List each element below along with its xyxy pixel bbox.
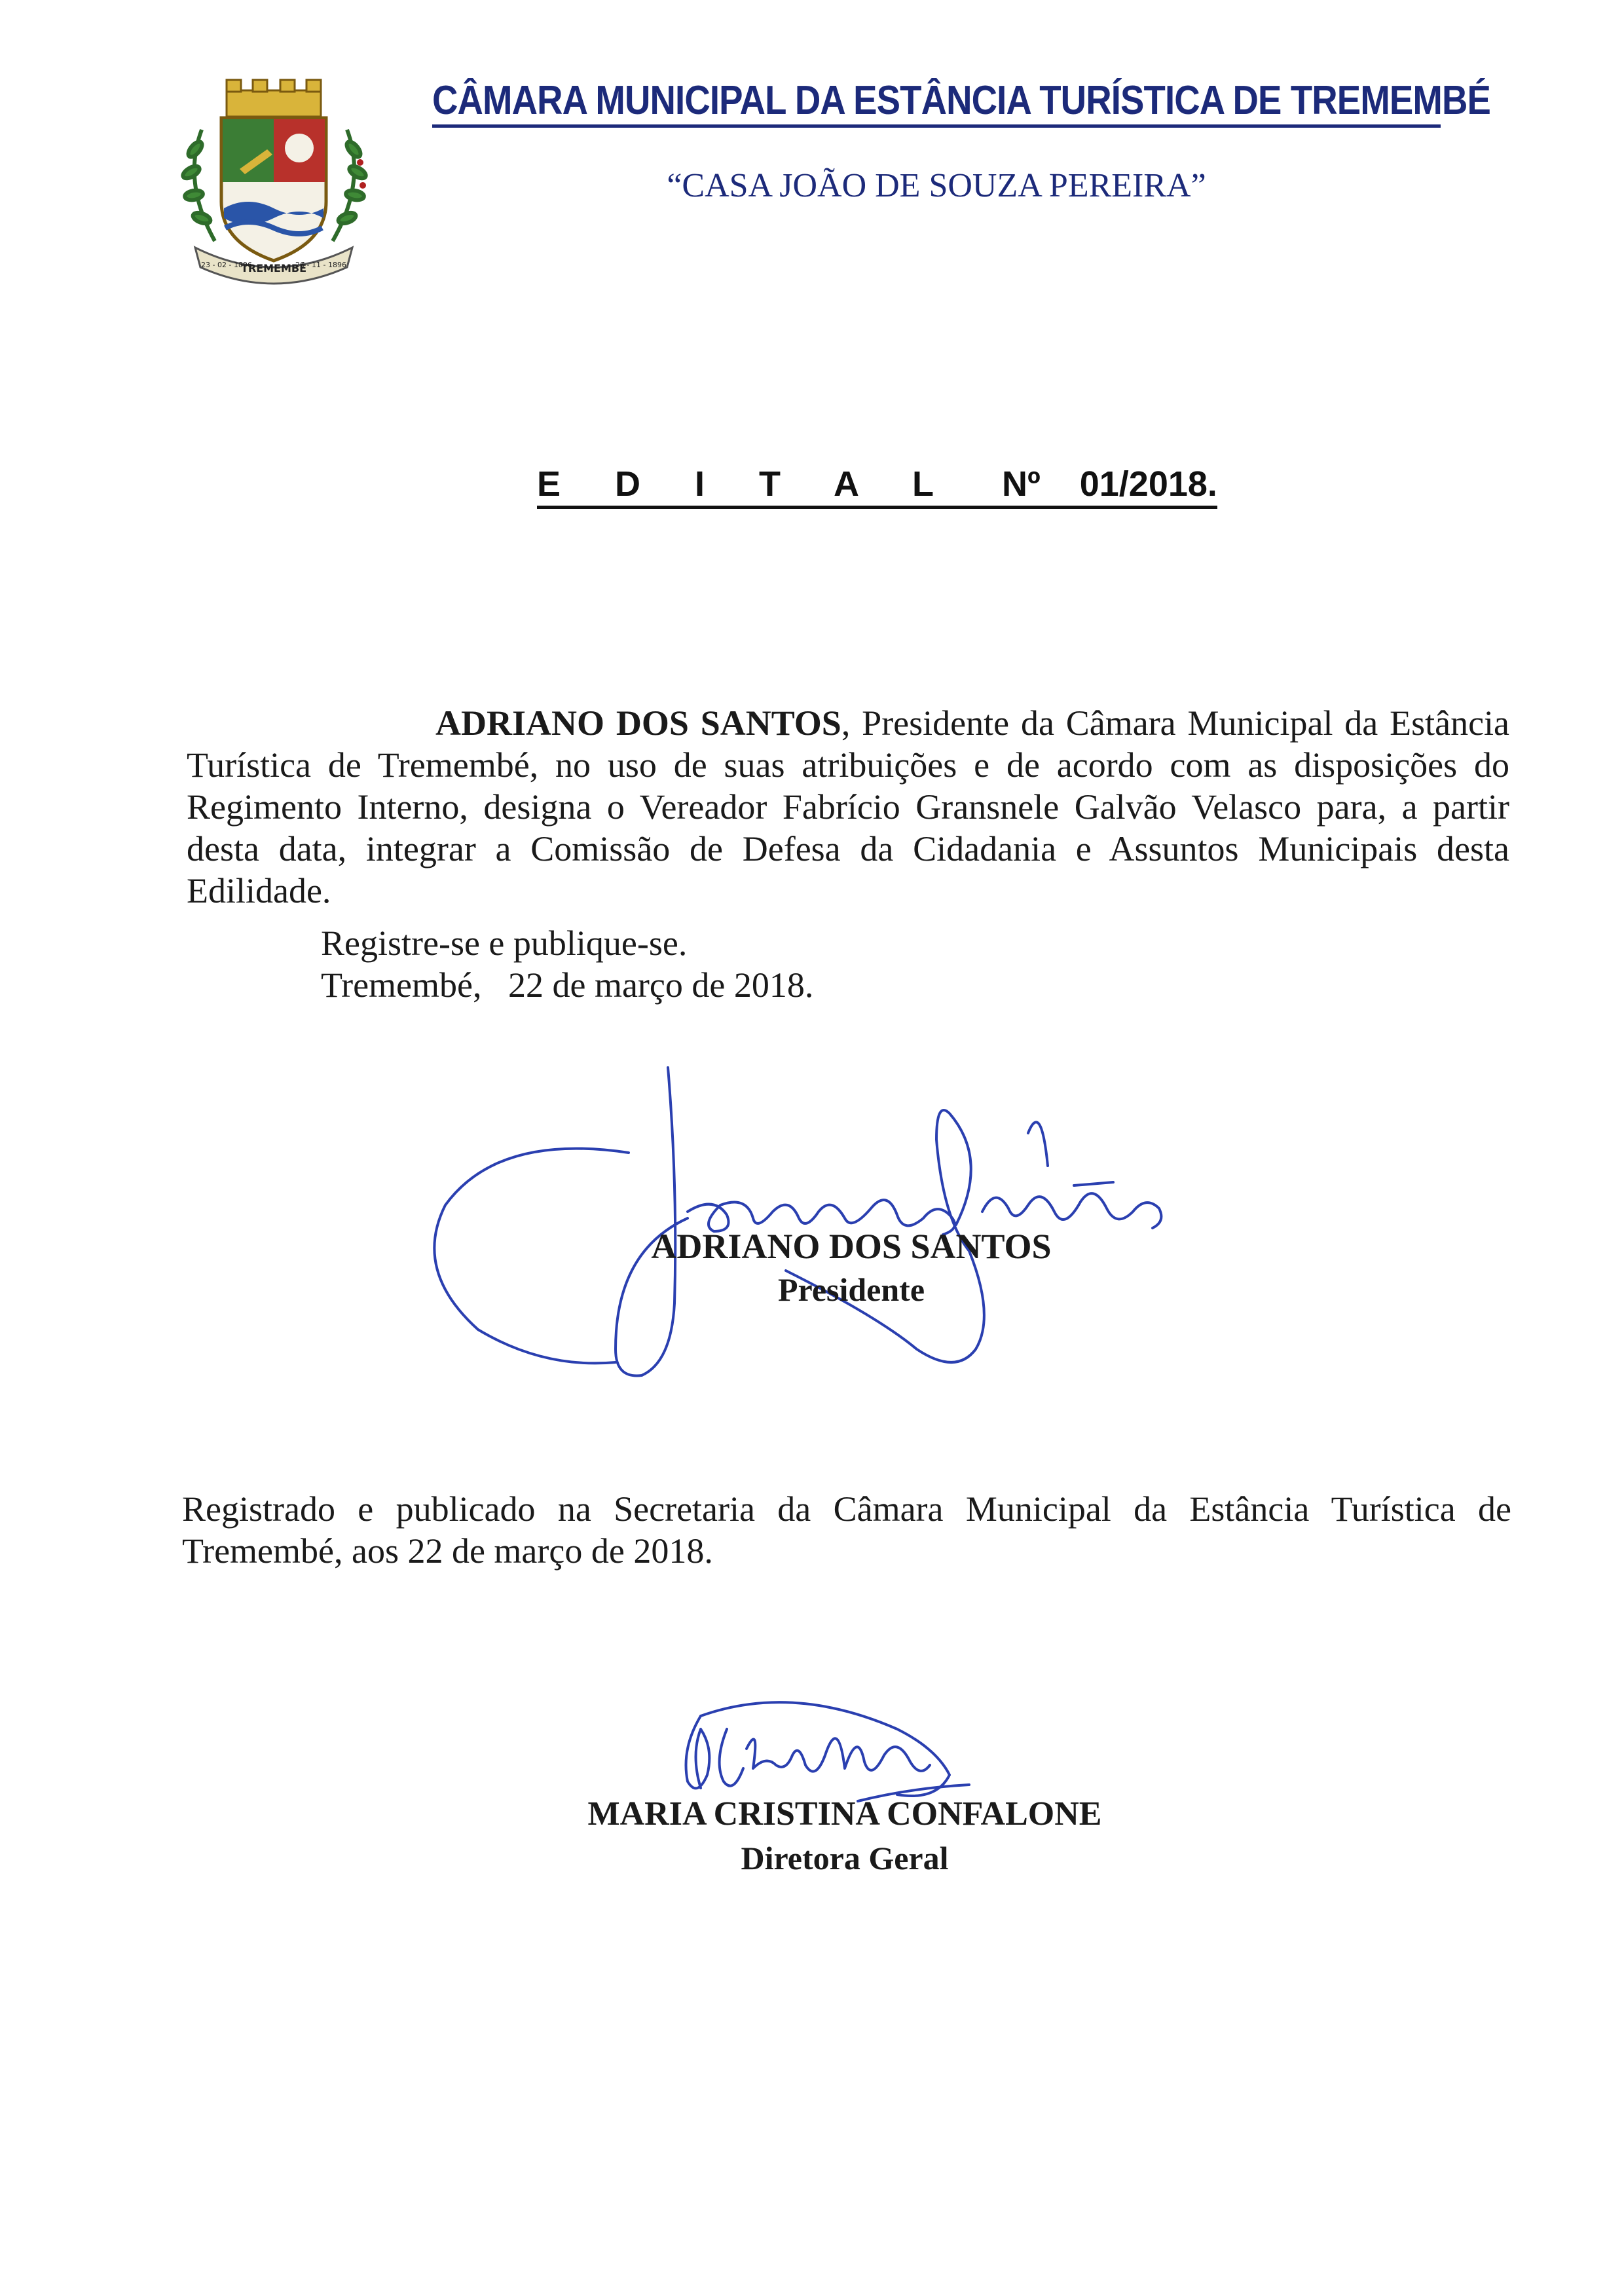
title-number-label: Nº [1002, 464, 1041, 504]
director-role: Diretora Geral [741, 1840, 949, 1876]
director-signature-icon [661, 1690, 989, 1808]
title-number: 01/2018. [1079, 464, 1217, 504]
president-role: Presidente [777, 1271, 925, 1308]
crest-date-left: 23 - 02 - 1896 [201, 261, 252, 269]
title-word: E D I T A L [537, 464, 956, 504]
president-signature-icon [419, 1054, 1244, 1395]
crest-ribbon-text: TREMEMBÉ [240, 262, 307, 274]
director-name: MARIA CRISTINA CONFALONE [587, 1795, 1102, 1833]
decree-paragraph [187, 702, 1509, 912]
municipal-coat-of-arms-icon [175, 71, 372, 293]
organization-name: CÂMARA MUNICIPAL DA ESTÂNCIA TURÍSTICA DE TREMEMBÉ [432, 78, 1491, 123]
document-title [537, 464, 1217, 509]
place-date-line: Tremembé, 22 de março de 2018. [321, 965, 814, 1005]
crest-date-right: 26 - 11 - 1896 [295, 261, 346, 269]
registration-paragraph: Registrado e publicado na Secretaria da Câmara Municipal da Estância Turística de Tremembé, aos 22 de março de 2018. [182, 1489, 1511, 1571]
president-name: ADRIANO DOS SANTOS [651, 1227, 1052, 1266]
organization-subtitle: “CASA JOÃO DE SOUZA PEREIRA” [667, 167, 1206, 204]
header-rule [432, 124, 1441, 128]
body-name: ADRIANO DOS SANTOS [435, 703, 841, 743]
body-text: , Presidente da Câmara Municipal da Estância Turística de Tremembé, no uso de suas atribuições e de acordo com as disposições do Regimento Interno, designa o Vereador Fabrício Gransnele Galvão Velasco para, a partir desta data, integrar a Comissão de Defesa da Cidadania e Assuntos Municipais desta Edilidade. [187, 703, 1510, 910]
registre-line: Registre-se e publique-se. [321, 923, 688, 963]
